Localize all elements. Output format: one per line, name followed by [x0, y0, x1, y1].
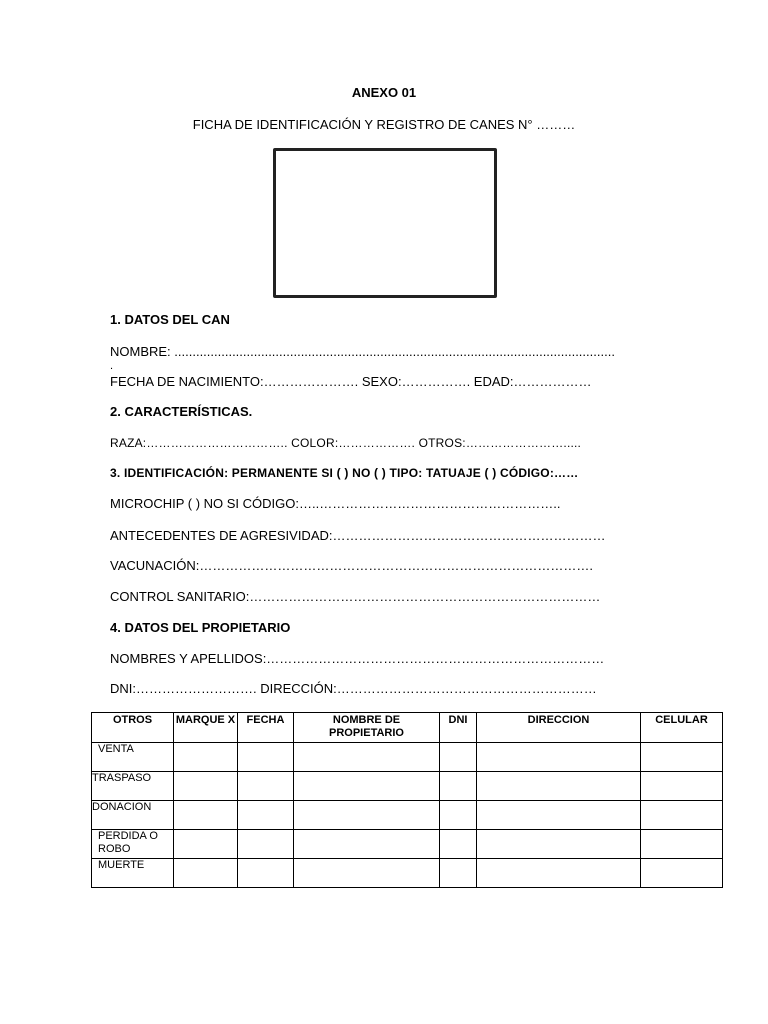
table-cell[interactable] — [641, 830, 723, 859]
table-cell[interactable] — [174, 743, 238, 772]
table-cell[interactable] — [294, 801, 440, 830]
table-cell[interactable] — [174, 859, 238, 888]
table-cell[interactable] — [477, 859, 641, 888]
table-cell[interactable] — [294, 743, 440, 772]
field-dni-direccion: DNI:………………………. DIRECCIÓN:…………………………………………………… — [110, 681, 597, 696]
table-cell[interactable] — [440, 772, 477, 801]
row-label: MUERTE — [92, 859, 174, 888]
table-cell[interactable] — [238, 772, 294, 801]
field-fecha-sexo-edad: FECHA DE NACIMIENTO:…………………. SEXO:……………. EDAD:……………… — [110, 374, 592, 389]
table-cell[interactable] — [174, 801, 238, 830]
field-raza-color-otros: RAZA:…………………………….. COLOR:………………. OTROS:……………………..... — [110, 436, 582, 450]
table-cell[interactable] — [477, 830, 641, 859]
field-antecedentes: ANTECEDENTES DE AGRESIVIDAD:……………………………………………………… — [110, 528, 606, 543]
field-microchip: MICROCHIP ( ) NO SI CÓDIGO:…..……………………………………………….. — [110, 496, 561, 511]
photo-box — [273, 148, 497, 298]
table-cell[interactable] — [174, 772, 238, 801]
form-subtitle: FICHA DE IDENTIFICACIÓN Y REGISTRO DE CANES N° ……… — [192, 117, 576, 132]
registro-table — [91, 712, 723, 888]
row-label: DONACION — [92, 801, 174, 830]
table-cell[interactable] — [440, 801, 477, 830]
table-cell[interactable] — [294, 772, 440, 801]
field-nombre: NOMBRE: .......................................................................................................................... — [110, 344, 615, 359]
table-row — [92, 772, 723, 801]
field-nombres-apellidos: NOMBRES Y APELLIDOS:…………………………………………………………………… — [110, 651, 605, 666]
table-cell[interactable] — [294, 830, 440, 859]
table-cell[interactable] — [440, 830, 477, 859]
table-row — [92, 859, 723, 888]
table-cell[interactable] — [477, 772, 641, 801]
table-cell[interactable] — [477, 801, 641, 830]
section-heading-propietario: 4. DATOS DEL PROPIETARIO — [110, 620, 291, 635]
section-heading-caracteristicas: 2. CARACTERÍSTICAS. — [110, 404, 253, 419]
column-header: CELULAR — [641, 713, 723, 743]
row-label: VENTA — [92, 743, 174, 772]
section-heading-datos-can: 1. DATOS DEL CAN — [110, 312, 230, 327]
column-header: OTROS — [92, 713, 174, 743]
field-nombre-tail: . — [110, 360, 114, 372]
table-row — [92, 743, 723, 772]
table-cell[interactable] — [294, 859, 440, 888]
section-heading-identificacion: 3. IDENTIFICACIÓN: PERMANENTE SI ( ) NO ( ) TIPO: TATUAJE ( ) CÓDIGO:…… — [110, 466, 579, 480]
field-vacunacion: VACUNACIÓN:………………………………………………………………………………. — [110, 558, 593, 573]
column-header: FECHA — [238, 713, 294, 743]
table-cell[interactable] — [238, 743, 294, 772]
table-cell[interactable] — [641, 801, 723, 830]
table-cell[interactable] — [238, 801, 294, 830]
table-cell[interactable] — [174, 830, 238, 859]
row-label: PERDIDA O ROBO — [92, 830, 174, 859]
column-header: MARQUE X — [174, 713, 238, 743]
table-cell[interactable] — [440, 859, 477, 888]
table-row — [92, 801, 723, 830]
table-cell[interactable] — [641, 859, 723, 888]
table-cell[interactable] — [641, 772, 723, 801]
column-header: DNI — [440, 713, 477, 743]
column-header: DIRECCION — [477, 713, 641, 743]
page-title: ANEXO 01 — [351, 85, 417, 100]
table-cell[interactable] — [238, 859, 294, 888]
table-cell[interactable] — [641, 743, 723, 772]
column-header: NOMBRE DE PROPIETARIO — [294, 713, 440, 743]
table-cell[interactable] — [238, 830, 294, 859]
table-header-row — [92, 713, 723, 743]
field-control-sanitario: CONTROL SANITARIO:……………………………………………………………………… — [110, 589, 601, 604]
table-cell[interactable] — [477, 743, 641, 772]
table-row — [92, 830, 723, 859]
table-cell[interactable] — [440, 743, 477, 772]
row-label: TRASPASO — [92, 772, 174, 801]
